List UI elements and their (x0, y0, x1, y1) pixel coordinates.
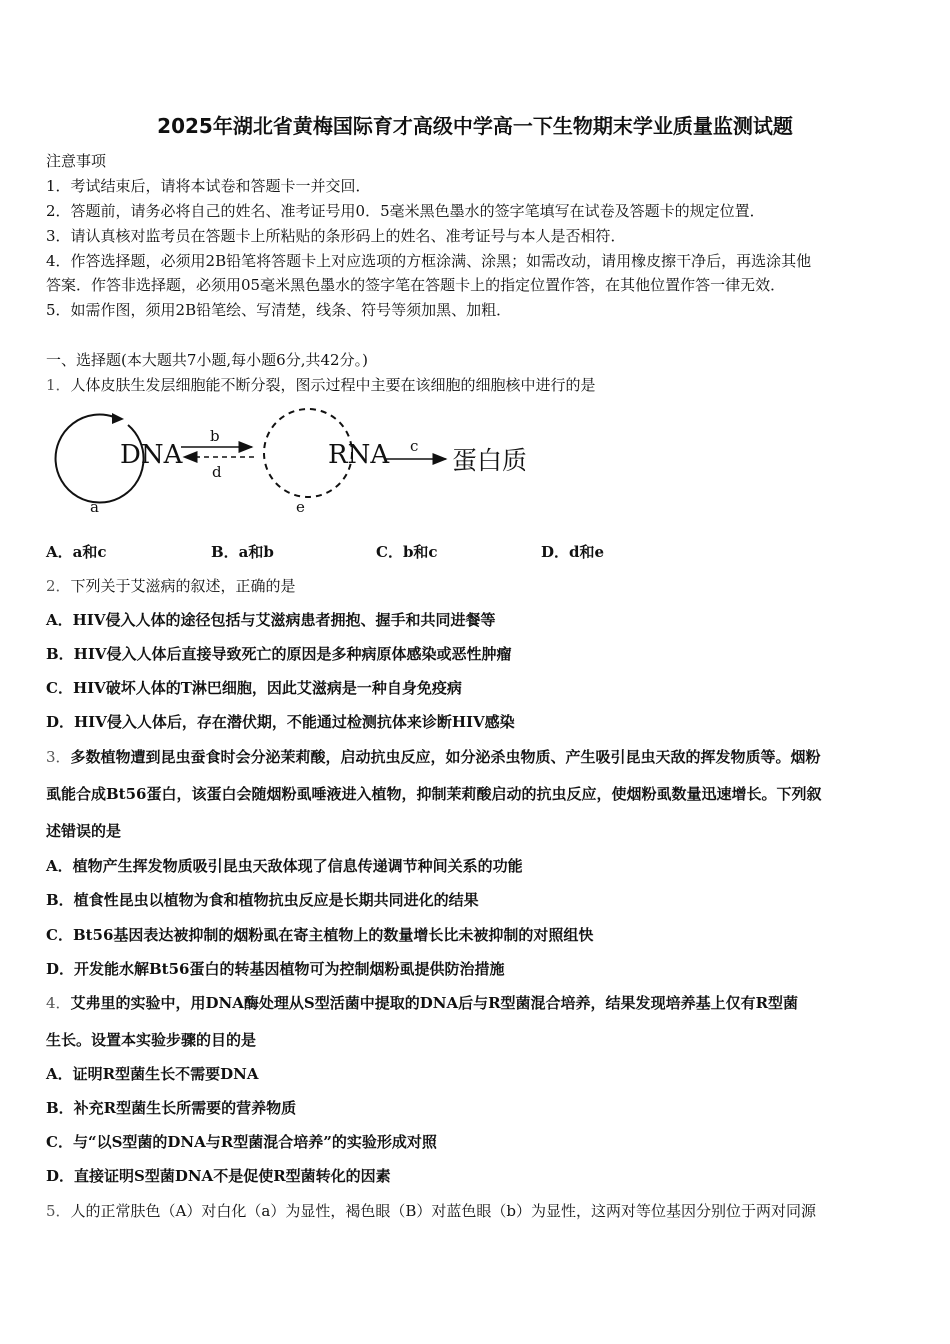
question-text: 多数植物遭到昆虫蚕食时会分泌茉莉酸，启动抗虫反应，如分泌杀虫物质、产生吸引昆虫天敌的挥发物质等。烟粉 (70, 748, 821, 766)
question-1-options (46, 541, 908, 563)
label-b: b (210, 427, 220, 445)
option-b[interactable]: B．植食性昆虫以植物为食和植物抗虫反应是长期共同进化的结果 (46, 891, 479, 909)
option-d[interactable]: D．d和e (541, 543, 605, 561)
label-a: a (90, 498, 99, 516)
label-d: d (212, 463, 222, 481)
question-1-stem (46, 374, 908, 396)
option-a[interactable]: A．a和c (46, 543, 107, 561)
question-text: 艾弗里的实验中，用DNA酶处理从S型活菌中提取的DNA后与R型菌混合培养，结果发现培养基上仅有R型菌 (70, 994, 799, 1012)
notice-item: 1．考试结束后，请将本试卷和答题卡一并交回． (46, 177, 371, 195)
rna-label: RNA (328, 440, 390, 470)
protein-label: 蛋白质 (452, 446, 528, 475)
question-text: 生长。设置本实验步骤的目的是 (46, 1031, 257, 1049)
replication-arrow-head (112, 413, 124, 424)
question-5-stem (46, 1200, 908, 1222)
question-text: 述错误的是 (46, 822, 122, 840)
label-c: c (410, 437, 419, 455)
notice-item: 2．答题前，请务必将自己的姓名、准考证号用0．5毫米黑色墨水的签字笔填写在试卷及答题卡的规定位置． (46, 202, 765, 220)
notice-item: 3．请认真核对监考员在答题卡上所粘贴的条形码上的姓名、准考证号与本人是否相符． (46, 227, 626, 245)
option-a[interactable]: A．证明R型菌生长不需要DNA (46, 1065, 259, 1083)
document-title: 2025年湖北省黄梅国际育才高级中学高一下生物期末学业质量监测试题 (157, 114, 793, 138)
question-text: 人体皮肤生发层细胞能不断分裂，图示过程中主要在该细胞的细胞核中进行的是 (70, 376, 596, 394)
option-b[interactable]: B．补充R型菌生长所需要的营养物质 (46, 1099, 297, 1117)
question-number: 1． (46, 376, 71, 394)
notice-item: 4．作答选择题，必须用2B铅笔将答题卡上对应选项的方框涂满、涂黑；如需改动，请用橡皮擦干净后，再选涂其他 (46, 252, 812, 270)
option-c[interactable]: C．Bt56基因表达被抑制的烟粉虱在寄主植物上的数量增长比未被抑制的对照组快 (46, 926, 594, 944)
notice-heading: 注意事项 (46, 152, 107, 170)
question-number: 2． (46, 577, 71, 595)
option-a[interactable]: A．植物产生挥发物质吸引昆虫天敌体现了信息传递调节种间关系的功能 (46, 857, 523, 875)
option-c[interactable]: C．b和c (376, 543, 438, 561)
option-d[interactable]: D．直接证明S型菌DNA不是促使R型菌转化的因素 (46, 1167, 391, 1185)
question-text: 人的正常肤色（A）对白化（a）为显性，褐色眼（B）对蓝色眼（b）为显性，这两对等位基因分别位于两对同源 (70, 1202, 816, 1220)
dna-label: DNA (120, 440, 183, 470)
option-b[interactable]: B．HIV侵入人体后直接导致死亡的原因是多种病原体感染或恶性肿瘤 (46, 645, 512, 663)
notice-item: 5．如需作图，须用2B铅笔绘、写清楚，线条、符号等须加黑、加粗． (46, 301, 512, 319)
option-c[interactable]: C．HIV破坏人体的T淋巴细胞，因此艾滋病是一种自身免疫病 (46, 679, 462, 697)
question-number: 3． (46, 748, 71, 766)
label-e: e (296, 498, 305, 516)
question-text: 虱能合成Bt56蛋白，该蛋白会随烟粉虱唾液进入植物，抑制茉莉酸启动的抗虫反应，使烟粉虱数量迅速增长。下列叙 (46, 785, 822, 803)
question-number: 5． (46, 1202, 71, 1220)
question-text: 下列关于艾滋病的叙述，正确的是 (70, 577, 296, 595)
option-d[interactable]: D．HIV侵入人体后，存在潜伏期，不能通过检测抗体来诊断HIV感染 (46, 713, 515, 731)
question-number: 4． (46, 994, 71, 1012)
question-3-stem (46, 746, 908, 768)
section-heading: 一、选择题(本大题共7小题,每小题6分,共42分。) (46, 351, 368, 369)
option-a[interactable]: A．HIV侵入人体的途径包括与艾滋病患者拥抱、握手和共同进餐等 (46, 611, 496, 629)
dna-rna-protein-diagram (46, 405, 566, 525)
option-c[interactable]: C．与“以S型菌的DNA与R型菌混合培养”的实验形成对照 (46, 1133, 437, 1151)
question-2-stem (46, 575, 908, 597)
option-d[interactable]: D．开发能水解Bt56蛋白的转基因植物可为控制烟粉虱提供防治措施 (46, 960, 505, 978)
notice-item: 答案．作答非选择题，必须用05毫米黑色墨水的签字笔在答题卡上的指定位置作答，在其他位置作答一律无效． (46, 276, 786, 294)
question-4-stem (46, 992, 908, 1014)
option-b[interactable]: B．a和b (211, 543, 274, 561)
